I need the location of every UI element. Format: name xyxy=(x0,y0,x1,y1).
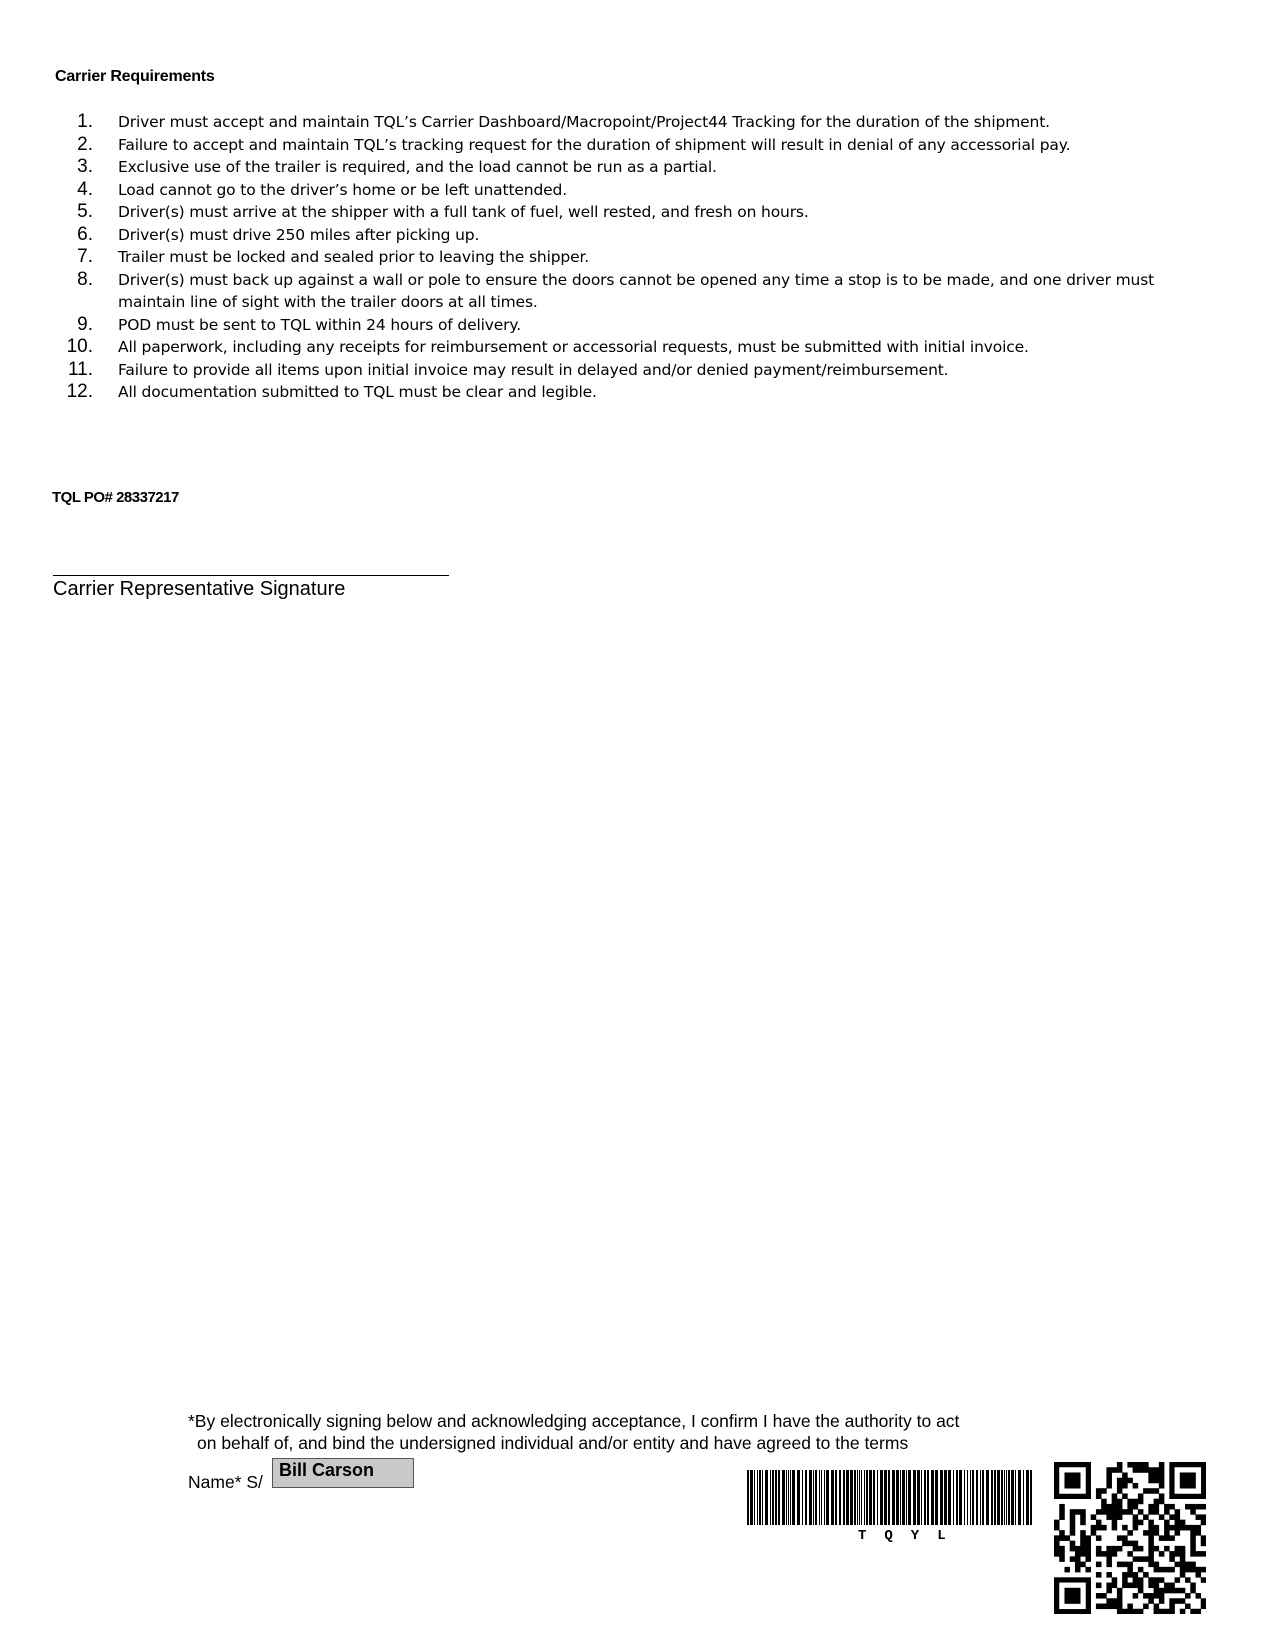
list-item xyxy=(55,336,1215,359)
item-text: Failure to accept and maintain TQL’s tracking request for the duration of shipment will result in denial of any accessorial pay. xyxy=(118,135,1071,154)
item-text: POD must be sent to TQL within 24 hours of delivery. xyxy=(118,315,521,334)
list-item xyxy=(55,246,1215,269)
item-text: Trailer must be locked and sealed prior to leaving the shipper. xyxy=(118,248,590,266)
item-number: 6. xyxy=(77,223,93,245)
list-item xyxy=(55,111,1215,134)
barcode-text: TQYL xyxy=(858,1528,964,1544)
item-text: Load cannot go to the driver’s home or be left unattended. xyxy=(118,180,567,199)
list-item xyxy=(55,381,1215,404)
requirements-list xyxy=(55,111,1215,404)
signature-label: Carrier Representative Signature xyxy=(53,578,346,600)
list-item xyxy=(55,179,1215,202)
item-text: All paperwork, including any receipts for reimbursement or accessorial requests, must be submitted with initial invoice. xyxy=(118,338,1029,356)
qr-code-image xyxy=(1054,1462,1206,1614)
list-item xyxy=(55,156,1215,179)
item-text: Driver(s) must drive 250 miles after picking up. xyxy=(118,225,480,244)
item-number: 4. xyxy=(77,178,93,200)
item-number: 10. xyxy=(66,336,93,357)
name-signature-field[interactable]: Bill Carson xyxy=(272,1458,414,1488)
item-number: 12. xyxy=(66,381,93,402)
item-number: 8. xyxy=(77,268,93,290)
signature-line xyxy=(53,575,449,576)
acknowledgement-text xyxy=(188,1410,1048,1454)
item-number: 2. xyxy=(77,133,93,155)
barcode-image xyxy=(745,1470,1035,1528)
item-text: All documentation submitted to TQL must be clear and legible. xyxy=(118,383,597,401)
item-text: Failure to provide all items upon initial invoice may result in delayed and/or denied payment/reimbursement. xyxy=(118,360,949,379)
acknowledgement-line-1: *By electronically signing below and acknowledging acceptance, I confirm I have the authority to act xyxy=(188,1411,960,1431)
po-number: TQL PO# 28337217 xyxy=(52,489,179,506)
list-item xyxy=(55,224,1215,247)
name-label: Name* S/ xyxy=(188,1472,263,1492)
item-text: Driver must accept and maintain TQL’s Carrier Dashboard/Macropoint/Project44 Tracking for the duration of the shipment. xyxy=(118,113,1050,131)
list-item xyxy=(55,269,1215,314)
list-item xyxy=(55,359,1215,382)
list-item xyxy=(55,134,1215,157)
item-number: 5. xyxy=(77,201,93,222)
list-item xyxy=(55,201,1215,224)
item-number: 7. xyxy=(77,246,93,267)
item-number: 3. xyxy=(77,156,93,177)
requirements-title: Carrier Requirements xyxy=(55,68,215,85)
item-text: Driver(s) must back up against a wall or pole to ensure the doors cannot be opened any time a stop is to be made, and one driver must maintain line of sight with the trailer doors at all times. xyxy=(118,270,1155,311)
item-number: 9. xyxy=(77,313,93,335)
item-number: 11. xyxy=(67,358,93,380)
item-number: 1. xyxy=(77,111,93,132)
acknowledgement-line-2: on behalf of, and bind the undersigned individual and/or entity and have agreed to the terms xyxy=(197,1433,909,1453)
list-item xyxy=(55,314,1215,337)
item-text: Exclusive use of the trailer is required, and the load cannot be run as a partial. xyxy=(118,158,717,176)
item-text: Driver(s) must arrive at the shipper with a full tank of fuel, well rested, and fresh on hours. xyxy=(118,203,809,221)
